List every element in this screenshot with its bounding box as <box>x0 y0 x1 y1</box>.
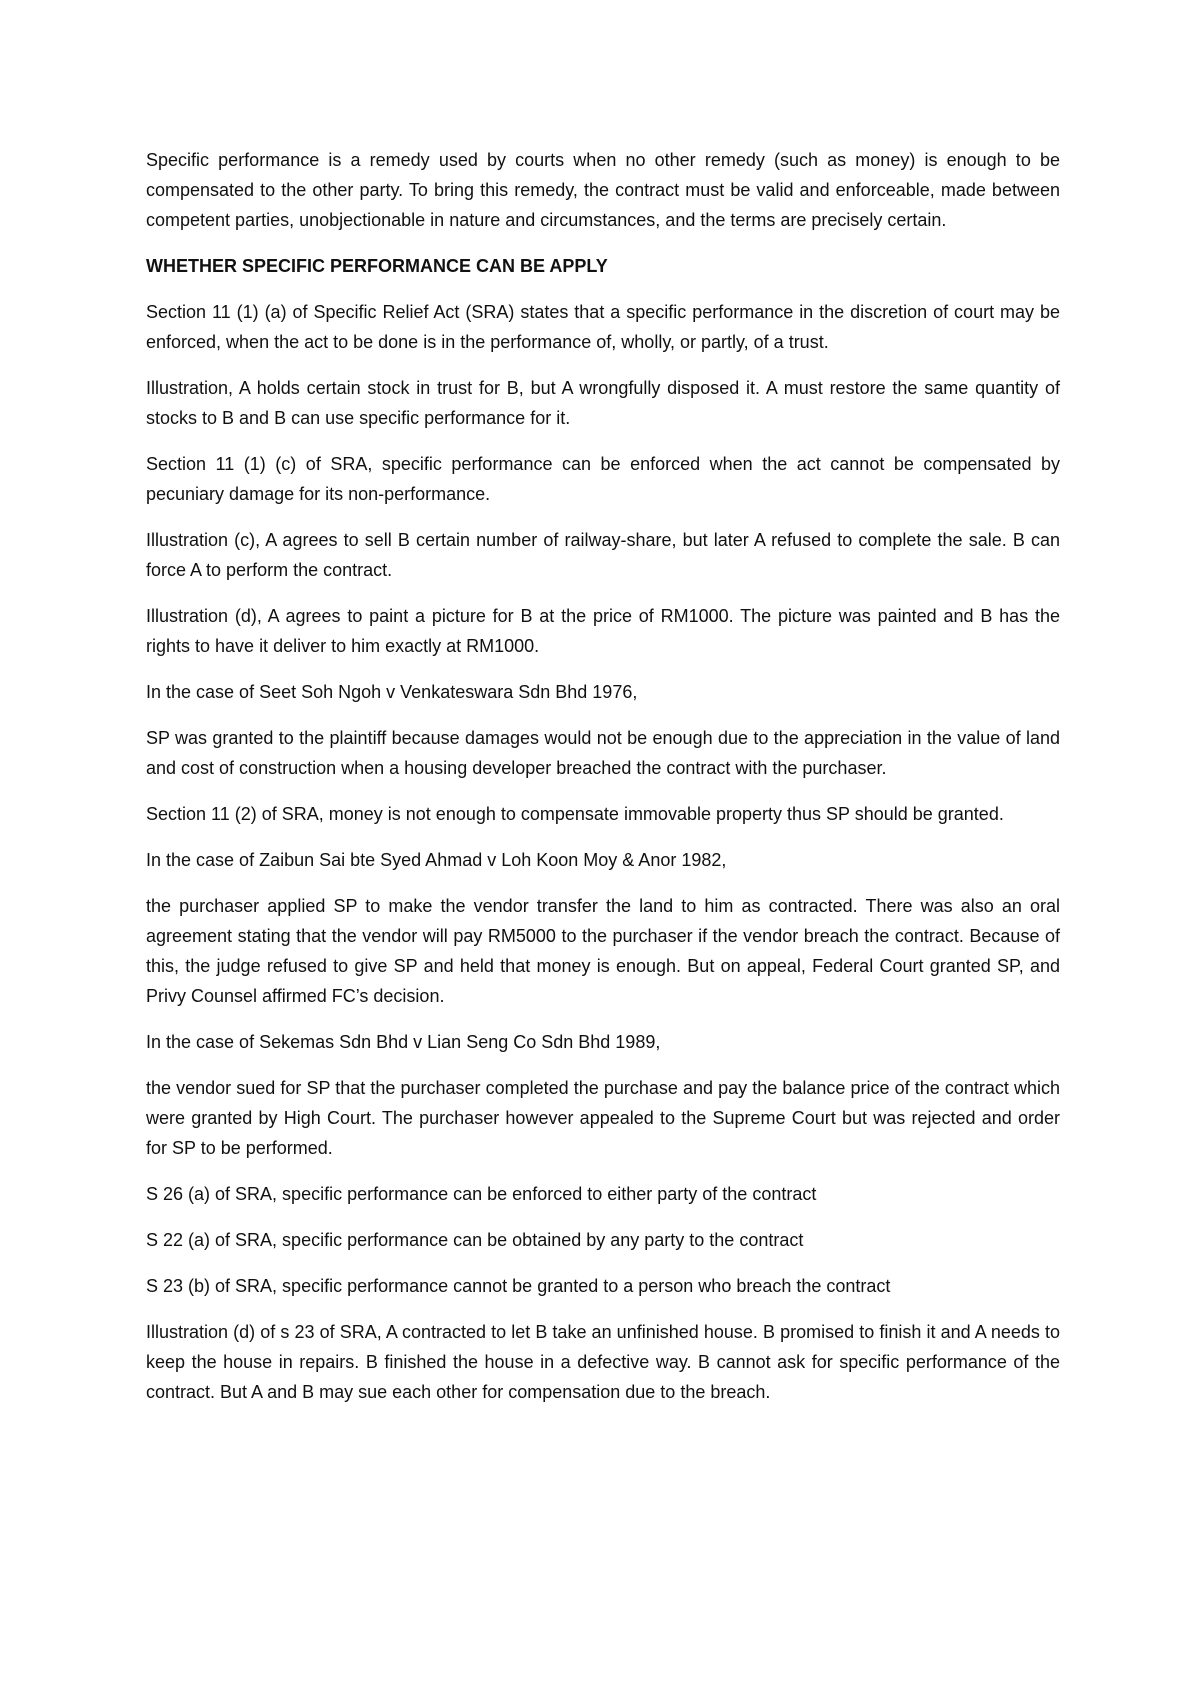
paragraph-case-zaibun-sai: In the case of Zaibun Sai bte Syed Ahmad v Loh Koon Moy & Anor 1982, <box>146 850 727 870</box>
section-heading: WHETHER SPECIFIC PERFORMANCE CAN BE APPLY <box>146 256 608 276</box>
paragraph-section-11-2: Section 11 (2) of SRA, money is not enough to compensate immovable property thus SP should be granted. <box>146 804 1004 824</box>
paragraph-section-26-a: S 26 (a) of SRA, specific performance can be enforced to either party of the contract <box>146 1184 817 1204</box>
paragraph-section-23-b: S 23 (b) of SRA, specific performance cannot be granted to a person who breach the contract <box>146 1276 891 1296</box>
paragraph-section-11-1-c: Section 11 (1) (c) of SRA, specific performance can be enforced when the act cannot be compensated by pecuniary damage for its non-performance. <box>146 454 1060 504</box>
paragraph-case-zaibun-sai-detail: the purchaser applied SP to make the vendor transfer the land to him as contracted. There was also an oral agreement stating that the vendor will pay RM5000 to the purchaser if the vendor breach the contract. Because of this, the judge refused to give SP and held that money is enough. But on appeal, Federal Court granted SP, and Privy Counsel affirmed FC’s decision. <box>146 896 1060 1006</box>
paragraph-illustration-d: Illustration (d), A agrees to paint a picture for B at the price of RM1000. The picture was painted and B has the rights to have it deliver to him exactly at RM1000. <box>146 606 1060 656</box>
intro-paragraph: Specific performance is a remedy used by courts when no other remedy (such as money) is enough to be compensated to the other party. To bring this remedy, the contract must be valid and enforceable, made between competent parties, unobjectionable in nature and circumstances, and the terms are precisely certain. <box>146 150 1060 230</box>
paragraph-case-seet-soh-ngoh-detail: SP was granted to the plaintiff because damages would not be enough due to the appreciation in the value of land and cost of construction when a housing developer breached the contract with the purchaser. <box>146 728 1060 778</box>
paragraph-illustration-trust: Illustration, A holds certain stock in trust for B, but A wrongfully disposed it. A must restore the same quantity of stocks to B and B can use specific performance for it. <box>146 378 1060 428</box>
paragraph-section-11-1-a: Section 11 (1) (a) of Specific Relief Act (SRA) states that a specific performance in the discretion of court may be enforced, when the act to be done is in the performance of, wholly, or partly, of a trust. <box>146 302 1060 352</box>
document-body <box>146 145 1060 1423</box>
paragraph-section-22-a: S 22 (a) of SRA, specific performance can be obtained by any party to the contract <box>146 1230 804 1250</box>
paragraph-illustration-d-s23: Illustration (d) of s 23 of SRA, A contracted to let B take an unfinished house. B promised to finish it and A needs to keep the house in repairs. B finished the house in a defective way. B cannot ask for specific performance of the contract. But A and B may sue each other for compensation due to the breach. <box>146 1322 1060 1402</box>
paragraph-case-sekemas: In the case of Sekemas Sdn Bhd v Lian Seng Co Sdn Bhd 1989, <box>146 1032 661 1052</box>
paragraph-case-seet-soh-ngoh: In the case of Seet Soh Ngoh v Venkateswara Sdn Bhd 1976, <box>146 682 638 702</box>
paragraph-illustration-c: Illustration (c), A agrees to sell B certain number of railway-share, but later A refused to complete the sale. B can force A to perform the contract. <box>146 530 1060 580</box>
paragraph-case-sekemas-detail: the vendor sued for SP that the purchaser completed the purchase and pay the balance price of the contract which were granted by High Court. The purchaser however appealed to the Supreme Court but was rejected and order for SP to be performed. <box>146 1078 1060 1158</box>
